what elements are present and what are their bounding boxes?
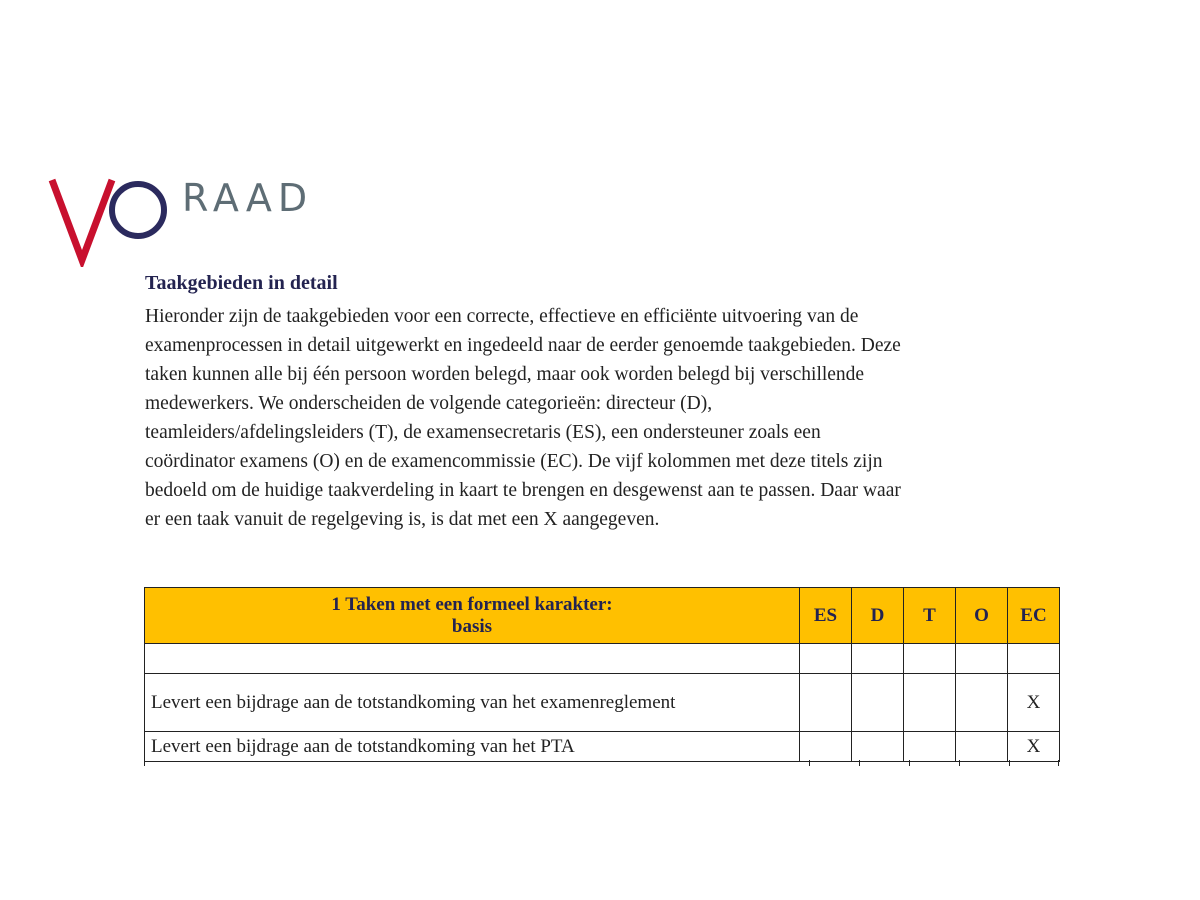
table-row <box>145 644 1060 674</box>
mark-cell: X <box>1008 732 1060 762</box>
table-header <box>145 588 1060 644</box>
task-table <box>144 587 1060 762</box>
column-header-o: O <box>956 588 1008 644</box>
column-header-es: ES <box>800 588 852 644</box>
table-title-line: 1 Taken met een formeel karakter: <box>331 593 613 615</box>
table-continuation <box>144 760 1060 766</box>
mark-cell <box>800 644 852 674</box>
mark-cell <box>956 644 1008 674</box>
task-cell: Levert een bijdrage aan de totstandkoming van het PTA <box>145 732 800 762</box>
mark-cell <box>904 674 956 732</box>
table-title <box>145 588 800 644</box>
mark-cell <box>1008 644 1060 674</box>
paragraph-line: Hieronder zijn de taakgebieden voor een correcte, effectieve en efficiënte uitvoering van de <box>145 306 859 327</box>
paragraph-line: medewerkers. We onderscheiden de volgende categorieën: directeur (D), <box>145 393 713 414</box>
task-cell: Levert een bijdrage aan de totstandkoming van het examenreglement <box>145 674 800 732</box>
paragraph-line: teamleiders/afdelingsleiders (T), de examensecretaris (ES), een ondersteuner zoals een <box>145 422 821 443</box>
column-header-t: T <box>904 588 956 644</box>
mark-cell <box>800 674 852 732</box>
section-heading: Taakgebieden in detail <box>145 272 338 294</box>
paragraph-line: bedoeld om de huidige taakverdeling in kaart te brengen en desgewenst aan te passen. Daar waar <box>145 480 901 501</box>
mark-cell <box>852 644 904 674</box>
paragraph-line: coördinator examens (O) en de examencommissie (EC). De vijf kolommen met deze titels zijn <box>145 451 883 472</box>
table-row <box>145 732 1060 762</box>
intro-paragraph <box>145 302 1075 534</box>
task-cell <box>145 644 800 674</box>
mark-cell: X <box>1008 674 1060 732</box>
table-row <box>145 674 1060 732</box>
paragraph-line: examenprocessen in detail uitgewerkt en ingedeeld naar de eerder genoemde taakgebieden. Deze <box>145 335 901 356</box>
mark-cell <box>956 674 1008 732</box>
mark-cell <box>904 644 956 674</box>
logo-raad-text: RAAD <box>182 176 314 220</box>
paragraph-line: taken kunnen alle bij één persoon worden belegd, maar ook worden belegd bij verschillende <box>145 364 865 385</box>
paragraph-line: er een taak vanuit de regelgeving is, is dat met een X aangegeven. <box>145 509 660 530</box>
column-header-ec: EC <box>1008 588 1060 644</box>
mark-cell <box>852 674 904 732</box>
vo-logo-mark <box>48 172 188 267</box>
column-header-d: D <box>852 588 904 644</box>
mark-cell <box>852 732 904 762</box>
mark-cell <box>800 732 852 762</box>
mark-cell <box>904 732 956 762</box>
table-title-line: basis <box>451 615 493 637</box>
mark-cell <box>956 732 1008 762</box>
